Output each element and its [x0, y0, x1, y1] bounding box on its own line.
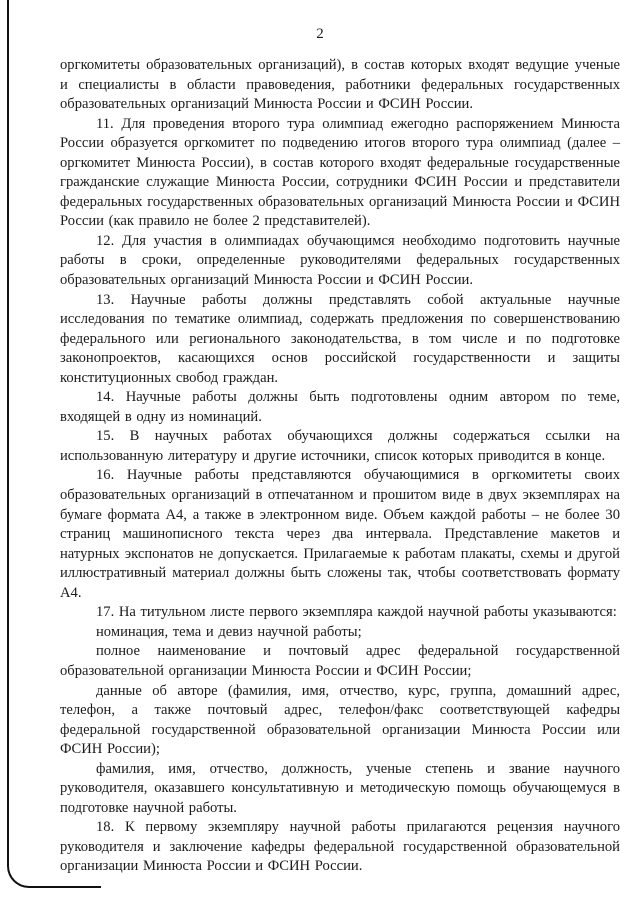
paragraph: номинация, тема и девиз научной работы;: [96, 623, 362, 640]
paragraph: 14. Научные работы должны быть подготовлены одним автором по теме, входящей в одну из номинаций.: [60, 389, 620, 425]
paragraph: 11. Для проведения второго тура олимпиад ежегодно распоряжением Минюста России образуется оргкомитет по подведению итогов второго тура олимпиад (далее – оргкомитет Минюста России), в состав которого входят федеральные государственные гражданские служащие Минюста России, сотрудники ФСИН России и представители федеральных государственных образовательных организаций Минюста России и ФСИН России (как правило не более 2 представителей).: [60, 115, 620, 230]
paragraph: 18. К первому экземпляру научной работы прилагаются рецензия научного руководителя и заключение кафедры федеральной государственной образовательной организации Минюста России и ФСИН России.: [60, 819, 620, 875]
paragraph: оргкомитеты образовательных организаций), в состав которых входят ведущие ученые и специалисты в области правоведения, работники федеральных государственных образовательных организаций Минюста России и ФСИН России.: [60, 57, 620, 113]
paragraph: 15. В научных работах обучающихся должны содержаться ссылки на использованную литературу и другие источники, список которых приводится в конце.: [60, 428, 620, 464]
paragraph: 17. На титульном листе первого экземпляра каждой научной работы указываются:: [96, 604, 617, 621]
paragraph: данные об авторе (фамилия, имя, отчество, курс, группа, домашний адрес, телефон, а также почтовый адрес, телефон/факс соответствующей кафедры федеральной государственной образовательной организации Минюста России или ФСИН России);: [60, 682, 620, 758]
paragraph: 13. Научные работы должны представлять собой актуальные научные исследования по тематике олимпиад, содержать предложения по совершенствованию федерального или регионального законодательства, в том числе и по подготовке законопроектов, касающихся основ российской государственности и защиты конституционных свобод граждан.: [60, 291, 620, 386]
paragraph: 12. Для участия в олимпиадах обучающимся необходимо подготовить научные работы в сроки, определенные руководителями федеральных государственных образовательных организаций Минюста России и ФСИН России.: [60, 232, 620, 289]
paragraph: фамилия, имя, отчество, должность, ученые степень и звание научного руководителя, оказавшего консультативную и методическую помощь обучающемуся в подготовке научной работы.: [60, 760, 620, 816]
paragraph: 16. Научные работы представляются обучающимися в оргкомитеты своих образовательных организаций в отпечатанном и прошитом виде в двух экземплярах на бумаге формата А4, а также в электронном виде. Объем каждой работы – не более 30 страниц машинописного текста через два интервала. Представление макетов и натурных экспонатов не допускается. Прилагаемые к работам плакаты, схемы и другой иллюстративный материал должны быть сложены так, чтобы соответствовать формату А4.: [60, 467, 620, 601]
page-number: 2: [316, 26, 324, 42]
document-body: [60, 56, 620, 877]
paragraph: полное наименование и почтовый адрес федеральной государственной образовательной организации Минюста России и ФСИН России;: [60, 643, 620, 679]
